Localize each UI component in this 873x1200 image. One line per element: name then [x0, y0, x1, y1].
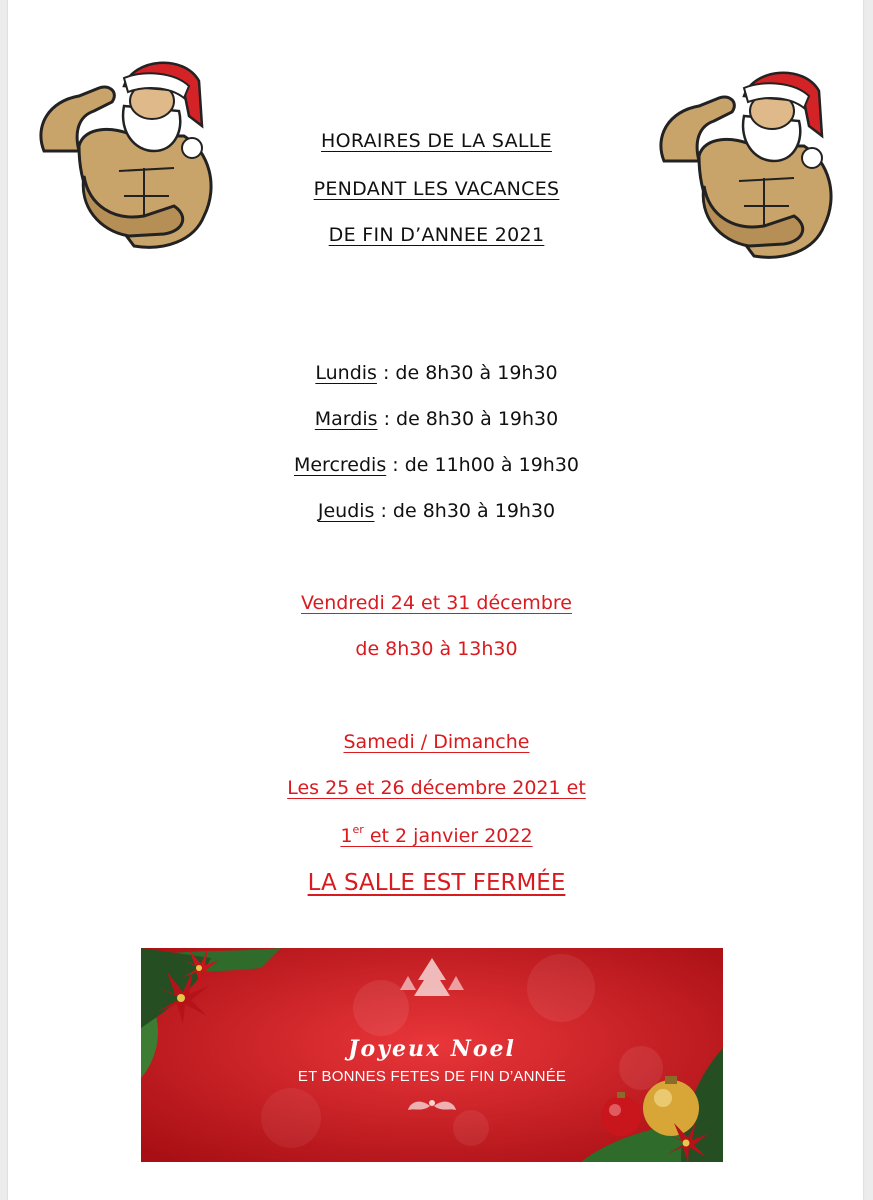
schedule-day: Jeudis [317, 500, 375, 522]
heading-line-2: PENDANT LES VACANCES [313, 178, 560, 200]
schedule-hours: : de 8h30 à 19h30 [374, 500, 556, 522]
schedule-day: Mardis [314, 408, 378, 430]
heading-line-1: HORAIRES DE LA SALLE [321, 130, 552, 152]
schedule-day: Lundis [315, 362, 377, 384]
christmas-banner [141, 948, 723, 1162]
weekend-dates-2: 1er et 2 janvier 2022 [340, 823, 533, 847]
friday-hours: de 8h30 à 13h30 [355, 638, 518, 660]
schedule-hours: : de 8h30 à 19h30 [377, 408, 559, 430]
banner-greeting: Joyeux Noel [348, 1036, 516, 1062]
friday-dates: Vendredi 24 et 31 décembre [301, 592, 572, 614]
weekend-label: Samedi / Dimanche [343, 731, 530, 753]
weekend-dates-1: Les 25 et 26 décembre 2021 et [287, 777, 586, 799]
schedule-hours: : de 11h00 à 19h30 [386, 454, 580, 476]
heading-line-3: DE FIN D’ANNEE 2021 [328, 224, 545, 246]
schedule-row [0, 500, 873, 522]
schedule-hours: : de 8h30 à 19h30 [376, 362, 558, 384]
schedule-day: Mercredis [293, 454, 387, 476]
banner-subtitle: ET BONNES FETES DE FIN D’ANNÉE [297, 1068, 567, 1085]
closed-notice: LA SALLE EST FERMÉE [307, 870, 566, 896]
schedule-row [0, 408, 873, 430]
schedule-row [0, 454, 873, 476]
schedule-row [0, 362, 873, 384]
